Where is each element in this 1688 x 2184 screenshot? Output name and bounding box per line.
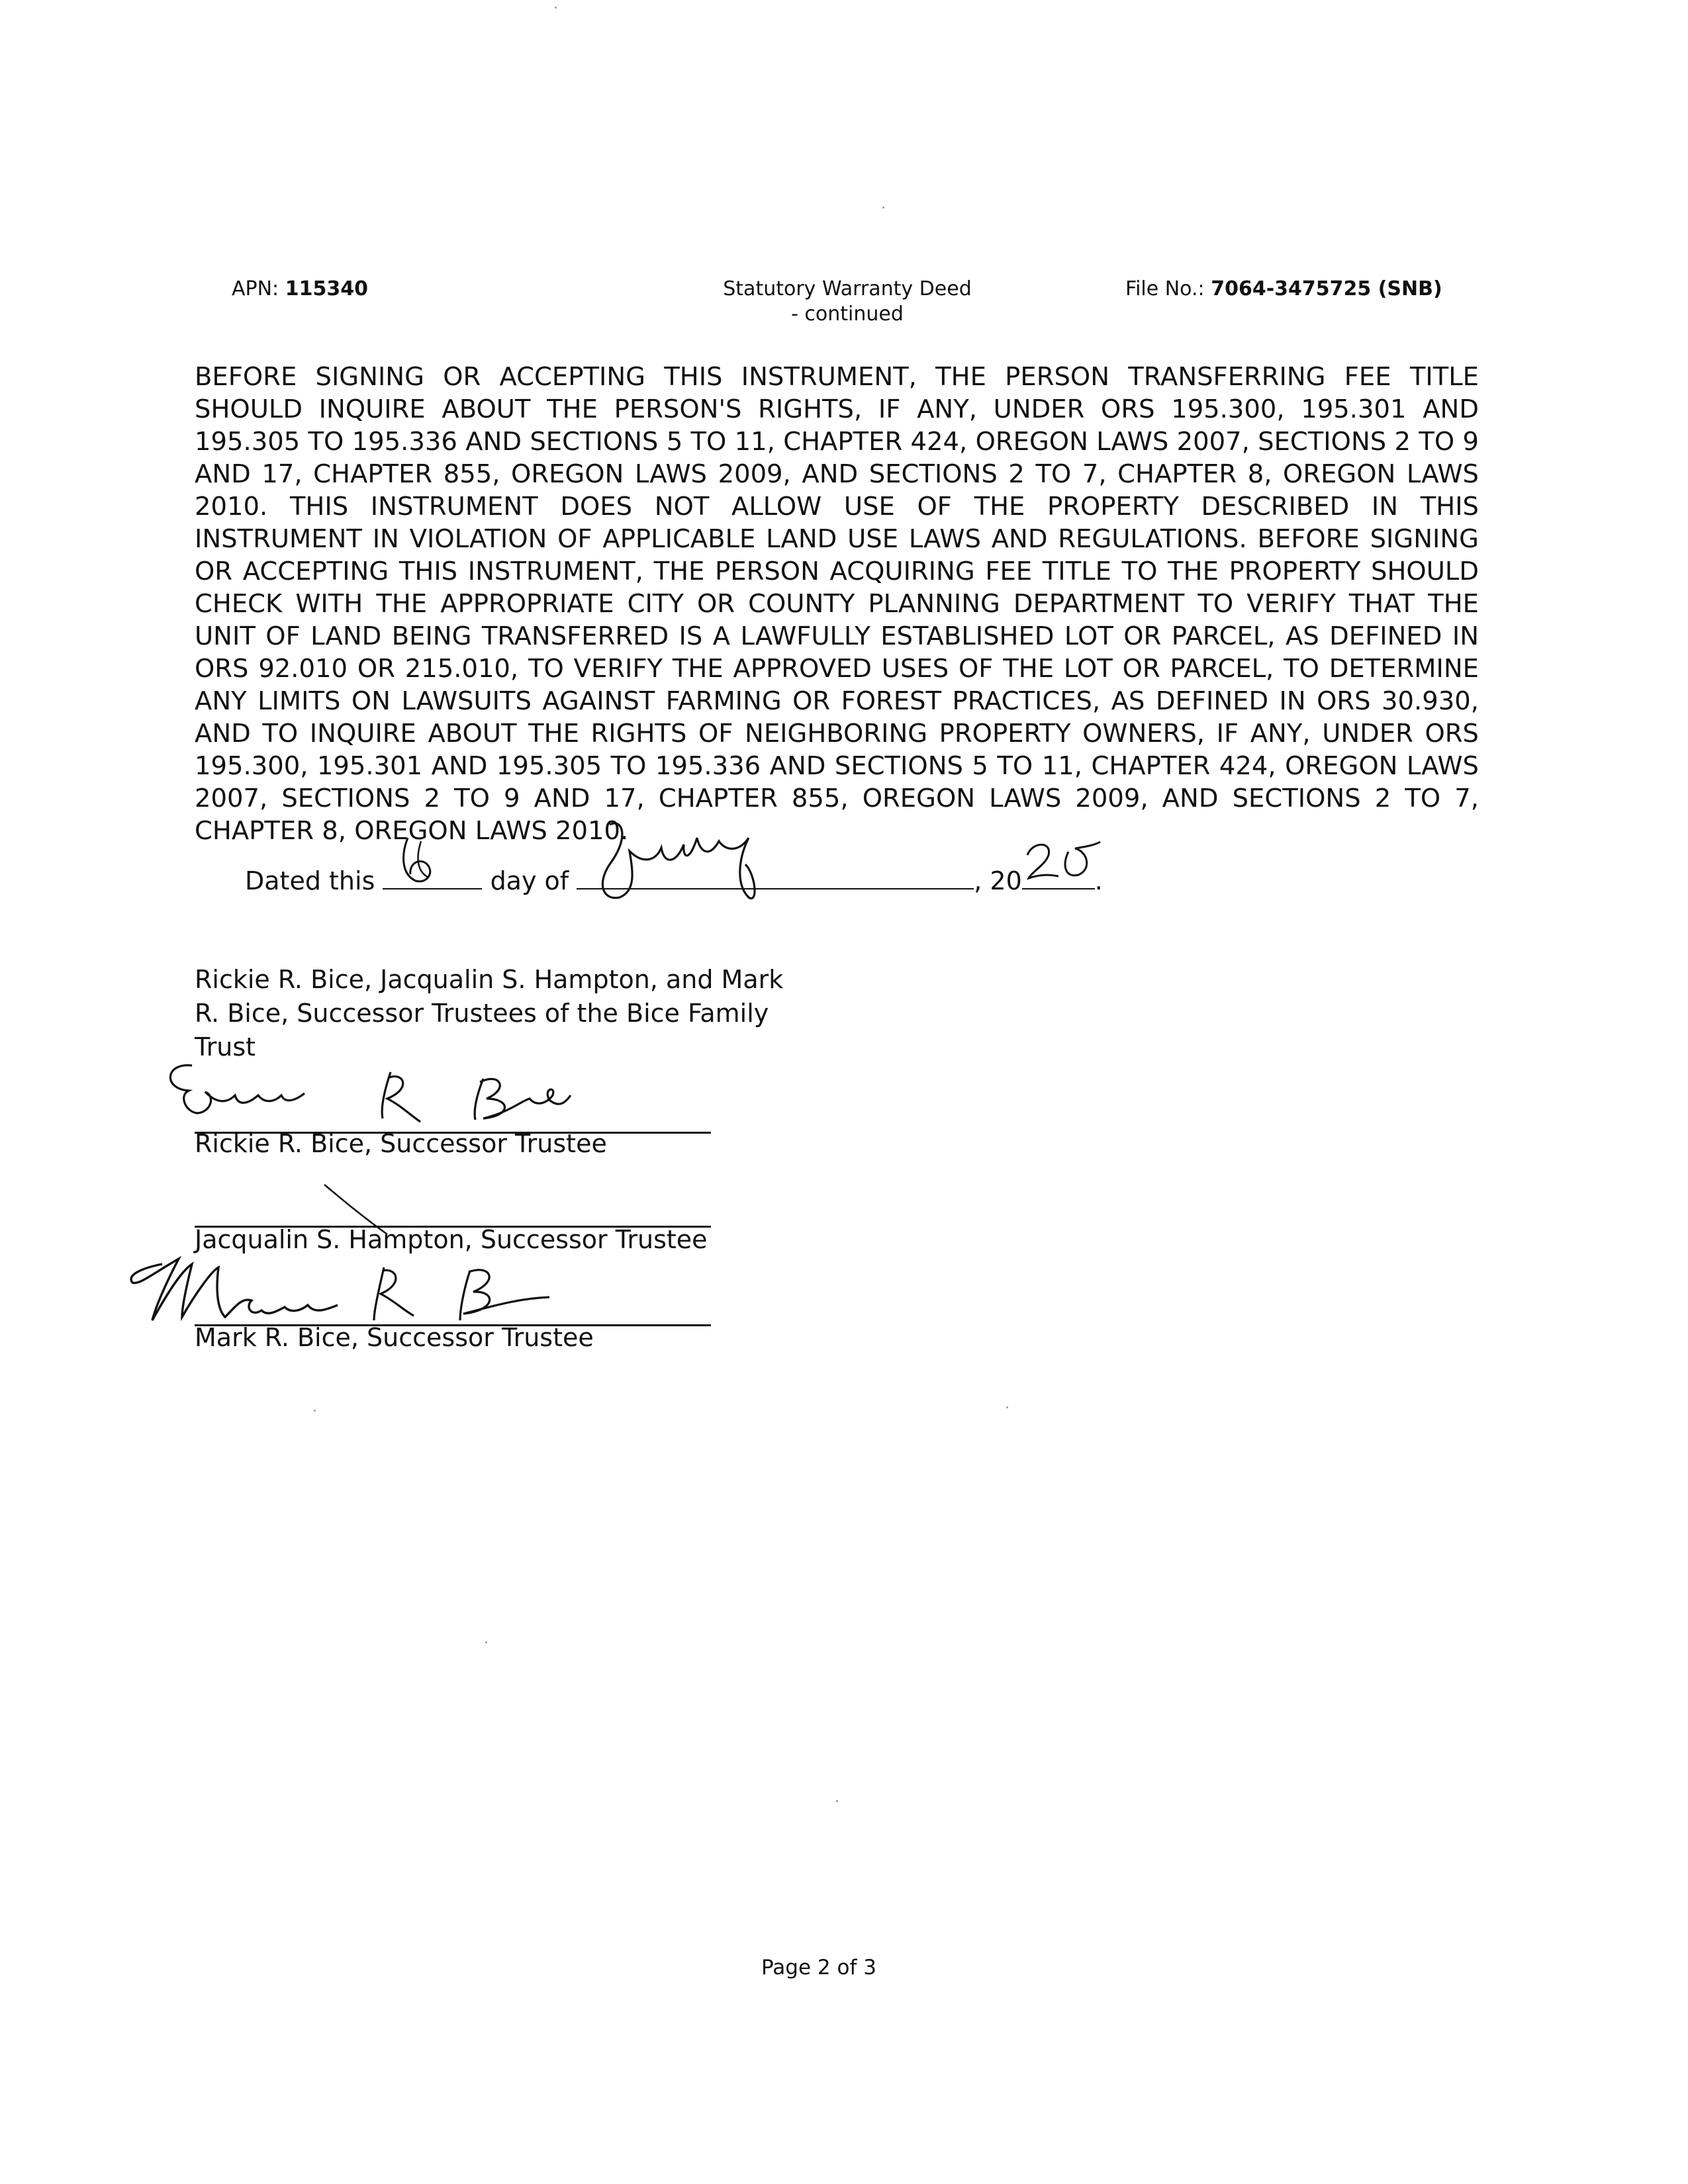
scan-speck	[882, 206, 884, 208]
file-number-label: File No.:	[1125, 277, 1205, 300]
dated-middle: day of	[490, 866, 569, 895]
signature-label-3: Mark R. Bice, Successor Trustee	[195, 1323, 594, 1352]
scan-speck	[555, 7, 557, 9]
month-handwriting	[583, 811, 802, 911]
dated-prefix: Dated this	[245, 866, 375, 895]
file-number-value: 7064-3475725 (SNB)	[1211, 277, 1442, 300]
scan-speck	[485, 1641, 487, 1643]
document-subtitle: - continued	[791, 302, 904, 326]
scan-speck	[314, 1410, 316, 1412]
document-title-block	[688, 277, 1006, 327]
year-blank	[1022, 864, 1095, 889]
year-handwriting	[1022, 835, 1102, 888]
dated-line	[245, 864, 1103, 897]
scan-speck	[836, 1800, 838, 1802]
day-handwriting	[389, 831, 489, 891]
apn-label: APN:	[232, 277, 279, 300]
month-blank	[577, 864, 974, 889]
document-title: Statutory Warranty Deed	[723, 277, 972, 300]
year-prefix: , 20	[974, 866, 1022, 895]
dated-suffix: .	[1094, 866, 1103, 895]
signature-label-1: Rickie R. Bice, Successor Trustee	[195, 1129, 607, 1158]
signature-label-2: Jacqualin S. Hampton, Successor Trustee	[195, 1225, 708, 1254]
grantors-paragraph: Rickie R. Bice, Jacqualin S. Hampton, and Mark R. Bice, Successor Trustees of the Bice Family Trust	[195, 965, 784, 1062]
scan-speck	[1006, 1406, 1008, 1408]
statutory-warning-paragraph: BEFORE SIGNING OR ACCEPTING THIS INSTRUMENT, THE PERSON TRANSFERRING FEE TITLE SHOULD INQUIRE ABOUT THE PERSON'S RIGHTS, IF ANY, UNDER ORS 195.300, 195.301 AND 195.305 TO 195.336 AND SECTIONS 5 TO 11, CHAPTER 424, OREGON LAWS 2007, SECTIONS 2 TO 9 AND 17, CHAPTER 855, OREGON LAWS 2009, AND SECTIONS 2 TO 7, CHAPTER 8, OREGON LAWS 2010. THIS INSTRUMENT DOES NOT ALLOW USE OF THE PROPERTY DESCRIBED IN THIS INSTRUMENT IN VIOLATION OF APPLICABLE LAND USE LAWS AND REGULATIONS. BEFORE SIGNING OR ACCEPTING THIS INSTRUMENT, THE PERSON ACQUIRING FEE TITLE TO THE PROPERTY SHOULD CHECK WITH THE APPROPRIATE CITY OR COUNTY PLANNING DEPARTMENT TO VERIFY THAT THE UNIT OF LAND BEING TRANSFERRED IS A LAWFULLY ESTABLISHED LOT OR PARCEL, AS DEFINED IN ORS 92.010 OR 215.010, TO VERIFY THE APPROVED USES OF THE LOT OR PARCEL, TO DETERMINE ANY LIMITS ON LAWSUITS AGAINST FARMING OR FOREST PRACTICES, AS DEFINED IN ORS 30.930, AND TO INQUIRE ABOUT THE RIGHTS OF NEIGHBORING PROPERTY OWNERS, IF ANY, UNDER ORS 195.300, 195.301 AND 195.305 TO 195.336 AND SECTIONS 5 TO 11, CHAPTER 424, OREGON LAWS 2007, SECTIONS 2 TO 9 AND 17, CHAPTER 855, OREGON LAWS 2009, AND SECTIONS 2 TO 7, CHAPTER 8, OREGON LAWS 2010.	[195, 362, 1479, 846]
apn-value: 115340	[285, 277, 368, 300]
page-number: Page 2 of 3	[761, 1956, 876, 1979]
apn-field	[232, 277, 368, 302]
day-blank	[383, 864, 482, 889]
file-number-field	[1125, 277, 1442, 302]
